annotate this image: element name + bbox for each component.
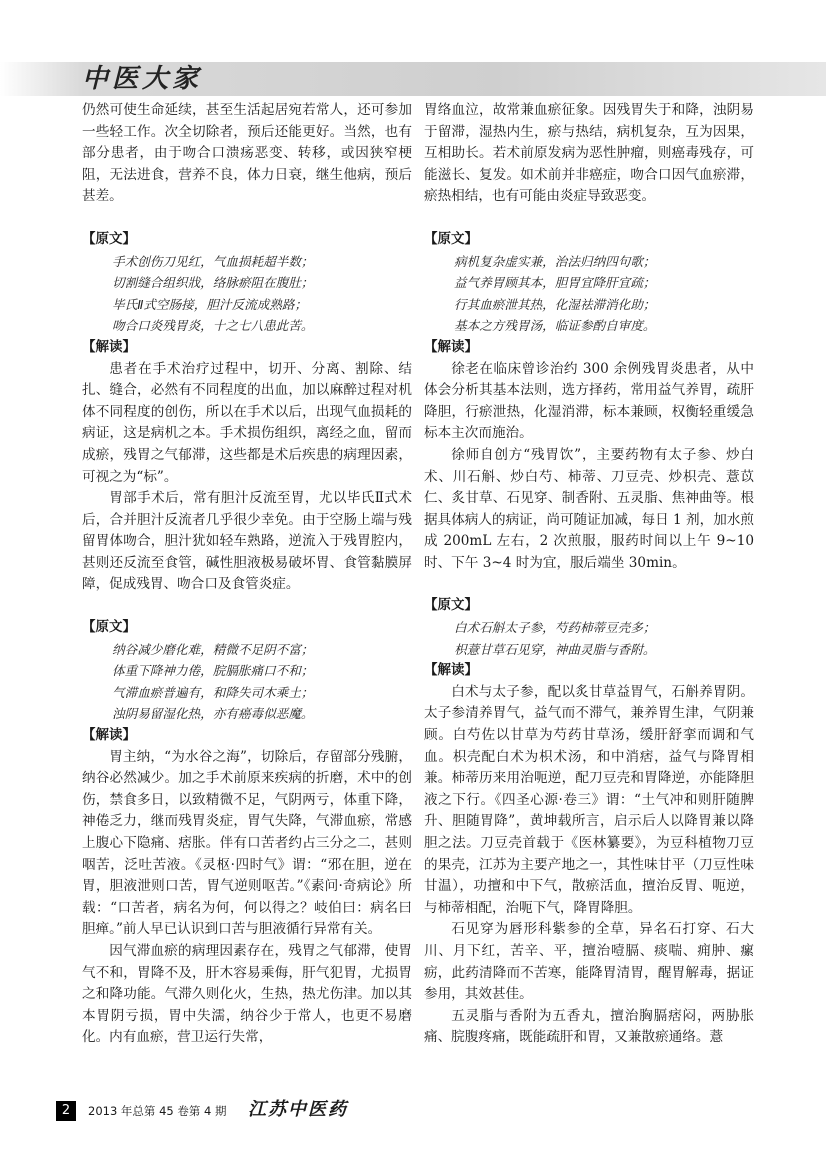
- issue-info: 2013 年总第 45 卷第 4 期: [88, 1104, 227, 1118]
- paragraph: 胃主纳，“为水谷之海”，切除后，存留部分残腑，纳谷必然减少。加之手术前原来疾病的折磨，术中的创伤，禁食多日，以致精微不足，气阴两亏，体重下降，神倦乏力，继而残胃炎症，胃气失降，气滞血瘀，常感上腹心下隐痛、痞胀。伴有口苦者约占三分之二，甚则咽苦，泛吐苦液。《灵枢·四时气》谓：“邪在胆，逆在胃，胆液泄则口苦，胃气逆则呕苦。”《素问·奇病论》所载：“口苦者，病名为何，何以得之？岐伯曰：病名曰胆瘅。”前人早已认识到口苦与胆液循行异常有关。: [82, 748, 412, 938]
- column-title: 中医大家: [82, 64, 203, 94]
- left-column: [82, 100, 412, 1049]
- page-number: 2: [56, 1101, 76, 1121]
- verse-line: 行其血瘀泄其热，化湿祛滞消化助；: [454, 296, 656, 312]
- jiedu-label: 【解读】: [424, 662, 478, 679]
- verse-line: 基本之方残胃汤，临证参酌自审度。: [454, 318, 656, 334]
- paragraph: 徐师自创方“残胃饮”，主要药物有太子参、炒白术、川石斛、炒白芍、柿蒂、刀豆壳、炒枳壳、薏苡仁、炙甘草、石见穿、制香附、五灵脂、焦神曲等。根据具体病人的病证，尚可随证加减，每日 1 剂，加水煎成 200mL 左右，2 次煎服，服药时间以上午 9~10 时、下午 3~4 时为宜，服后端坐 30min。: [424, 446, 754, 571]
- yuanwen-label: 【原文】: [82, 230, 136, 247]
- paragraph: 徐老在临床曾诊治约 300 余例残胃炎患者，从中体会分析其基本法则，选方择药，常用益气养胃，疏肝降胆，行瘀泄热，化湿消滞，标本兼顾，权衡轻重缓急标本主次而施治。: [424, 360, 754, 442]
- yuanwen-label: 【原文】: [82, 619, 136, 636]
- verse-line: 毕氏Ⅱ式空肠接，胆汁反流成熟路；: [112, 296, 308, 312]
- verse-line: 气滞血瘀普遍有，和降失司木乘土；: [112, 684, 314, 700]
- paragraph: 仍然可使生命延续，甚至生活起居宛若常人，还可参加一些轻工作。次全切除者，预后还能更好。当然，也有部分患者，由于吻合口溃疡恶变、转移，或因狭窄梗阻，无法进食，营养不良，体力日衰，继生他病，预后甚差。: [82, 102, 412, 205]
- verse-line: 浊阴易留湿化热，亦有癌毒似恶魔。: [112, 706, 314, 722]
- yuanwen-label: 【原文】: [424, 597, 478, 614]
- verse-line: 病机复杂虚实兼，治法归纳四句歌；: [454, 253, 656, 269]
- verse-line: 吻合口炎残胃炎，十之七八患此苦。: [112, 318, 314, 334]
- verse-line: 益气养胃顾其本，胆胃宜降肝宜疏；: [454, 275, 656, 291]
- paragraph: 患者在手术治疗过程中，切开、分离、割除、结扎、缝合，必然有不同程度的出血，加以麻醉过程对机体不同程度的创伤，所以在手术以后，出现气血损耗的病证，这是病机之本。手术损伤组织，离经之血，留而成瘀，残胃之气郁滞，这些都是术后疾患的病理因素，可视之为“标”。: [82, 360, 412, 485]
- journal-name: 江苏中医药: [248, 1099, 348, 1120]
- jiedu-label: 【解读】: [82, 338, 136, 355]
- jiedu-label: 【解读】: [424, 338, 478, 355]
- verse-line: 枳薏甘草石见穿，神曲灵脂与香附。: [454, 641, 656, 657]
- verse-line: 体重下降神力倦，脘膈胀痛口不和；: [112, 663, 314, 679]
- paragraph: 因气滞血瘀的病理因素存在，残胃之气郁滞，使胃气不和，胃降不及，肝木容易乘侮，肝气犯胃，尤损胃之和降功能。气滞久则化火，生热，热尤伤津。加以其本胃阴亏损，胃中失濡，纳谷少于常人，也更不易磨化。内有血瘀，营卫运行失常，: [82, 942, 412, 1046]
- verse-line: 手术创伤刀见红，气血损耗超半数；: [112, 253, 314, 269]
- paragraph: 白术与太子参，配以炙甘草益胃气，石斛养胃阴。太子参清养胃气，益气而不滞气，兼养胃生津，气阴兼顾。白芍佐以甘草为芍药甘草汤，缓肝舒挛而调和气血。枳壳配白术为枳术汤，和中消痞，益气与降胃相兼。柿蒂历来用治呃逆，配刀豆壳和胃降逆，亦能降胆液之下行。《四圣心源·卷三》谓：“土气冲和则肝随脾升、胆随胃降”，黄坤载所言，启示后人以降胃兼以降胆之法。刀豆壳首载于《医林纂要》，为豆科植物刀豆的果壳，江苏为主要产地之一，其性味甘平（刀豆性味甘温），功擅和中下气，散瘀活血，擅治反胃、呃逆，与柿蒂相配，治呃下气，降胃降胆。: [424, 683, 754, 916]
- verse-line: 切割缝合组织戕，络脉瘀阻在腹肚；: [112, 275, 314, 291]
- paragraph: 胃部手术后，常有胆汁反流至胃，尤以毕氏Ⅱ式术后，合并胆汁反流者几乎很少幸免。由于空肠上端与残留胃体吻合，胆汁犹如轻车熟路，逆流入于残胃腔内，甚则还反流至食管，碱性胆液极易破坏胃、食管黏膜屏障，促成残胃、吻合口及食管炎症。: [82, 490, 412, 593]
- jiedu-label: 【解读】: [82, 727, 136, 744]
- verse-line: 白术石斛太子参，芍药柿蒂豆壳多；: [454, 620, 656, 636]
- right-column: [424, 100, 754, 1049]
- paragraph: 胃络血泣，故常兼血瘀征象。因残胃失于和降，浊阴易于留滞，湿热内生，瘀与热结，病机复杂，互为因果，互相助长。若术前原发病为恶性肿瘤，则癌毒残存，可能滋长、复发。如术前并非癌症，吻合口因气血瘀滞，瘀热相结，也有可能由炎症导致恶变。: [424, 102, 754, 205]
- yuanwen-label: 【原文】: [424, 230, 478, 247]
- paragraph: 石见穿为唇形科紫参的全草，异名石打穿、石大川、月下红，苦辛、平，擅治噎膈、痰喘、痈肿、瘰疬，此药清降而不苦寒，能降胃清胃，醒胃解毒，据证参用，其效甚佳。: [424, 921, 754, 1003]
- verse-line: 纳谷减少磨化难，精微不足阴不富；: [112, 641, 314, 657]
- paragraph: 五灵脂与香附为五香丸，擅治胸膈痞闷，两胁胀痛、脘腹疼痛，既能疏肝和胃，又兼散瘀通络。薏: [424, 1007, 754, 1046]
